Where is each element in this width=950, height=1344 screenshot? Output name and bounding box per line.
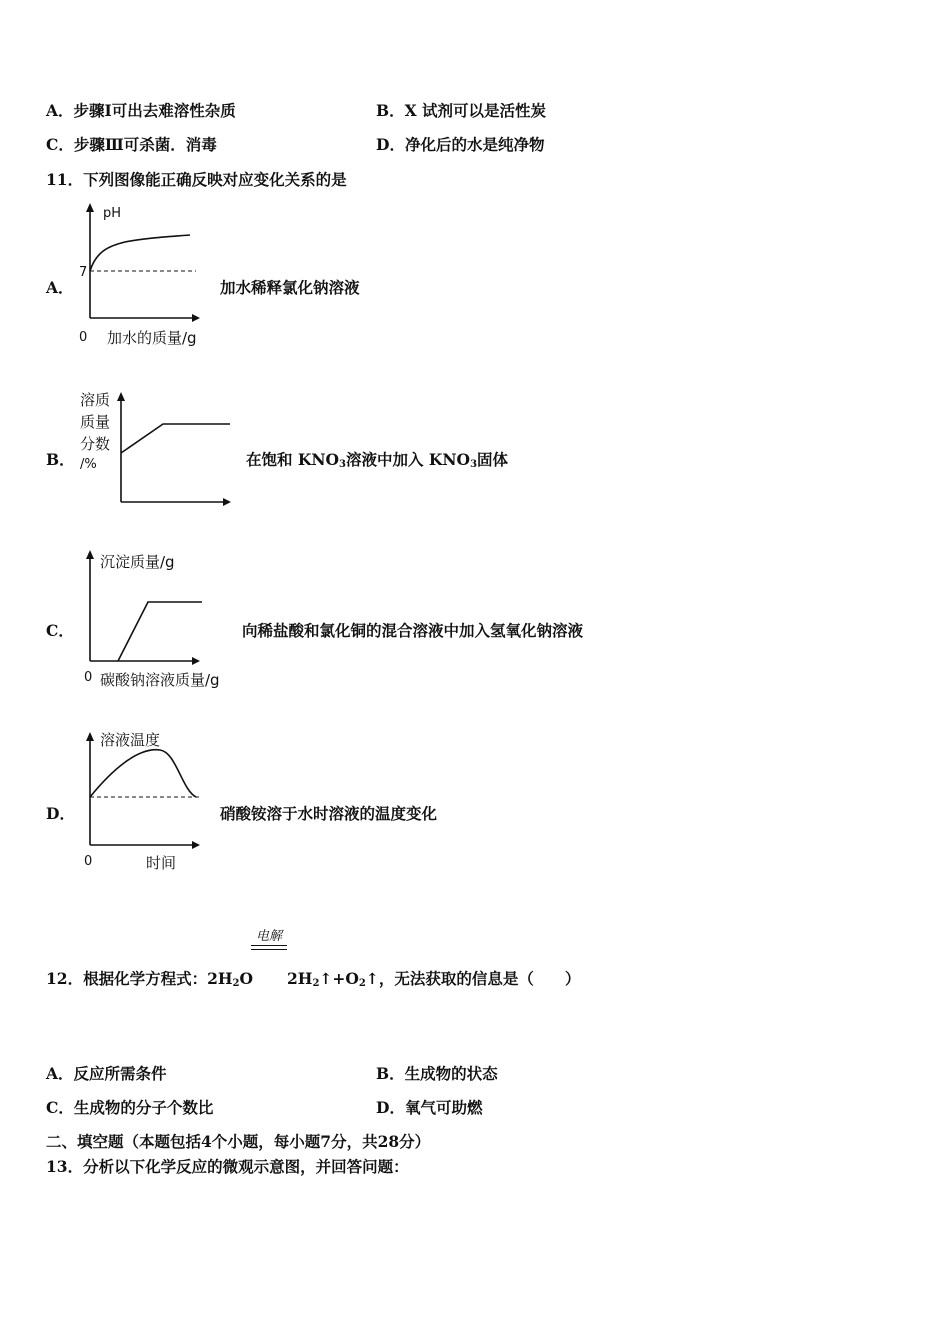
x-axis-label: 加水的质量/g (107, 329, 197, 347)
q12-sub3: 2 (358, 978, 366, 989)
q12-option-d: D．氧气可助燃 (376, 1098, 483, 1117)
reaction-condition-label: 电解 (255, 929, 282, 944)
q10-option-a: A．步骤Ⅰ可出去难溶性杂质 (46, 101, 236, 120)
tick-label: 7 (79, 265, 88, 280)
q12-stem-mid3: ↑+O (319, 969, 359, 988)
y-axis-label: 溶液温度 (100, 731, 161, 749)
origin-label: 0 (79, 330, 88, 345)
x-axis-label: 碳酸钠溶液质量/g (100, 671, 220, 689)
section-heading: 二、填空题（本题包括4个小题，每小题7分，共28分） (46, 1132, 431, 1151)
q10-option-c: C．步骤Ⅲ可杀菌．消毒 (46, 135, 217, 154)
q12-stem-mid1: O (239, 969, 253, 988)
q11-b-text-post: 固体 (477, 450, 509, 469)
q12-stem (46, 969, 580, 994)
q10-option-d: D．净化后的水是纯净物 (376, 135, 545, 154)
q13-stem: 13．分析以下化学反应的微观示意图，并回答问题： (46, 1157, 409, 1176)
q11-d-letter: D． (46, 804, 75, 823)
y-axis-label-3: 分数 (80, 435, 111, 453)
x-axis-arrow-icon (192, 841, 200, 849)
y-axis-label-2: 质量 (80, 413, 111, 431)
q11-b-sub2: 3 (470, 459, 478, 470)
q11-a-letter: A． (46, 278, 74, 297)
q10-option-b: B．X 试剂可以是活性炭 (376, 101, 547, 120)
y-axis-label: pH (103, 206, 122, 221)
q11-b-sub1: 3 (339, 459, 347, 470)
y-axis-label: 沉淀质量/g (100, 553, 175, 571)
y-axis-arrow-icon (86, 732, 94, 741)
q12-option-b: B．生成物的状态 (376, 1064, 498, 1083)
q11-c-text: 向稀盐酸和氯化铜的混合溶液中加入氢氧化钠溶液 (242, 621, 584, 640)
y-axis-label-1: 溶质 (80, 391, 111, 409)
reaction-equals-sign (251, 945, 287, 950)
y-axis-label-4: /% (80, 457, 97, 472)
q12-option-a: A．反应所需条件 (46, 1064, 167, 1083)
q12-sub2: 2 (312, 978, 320, 989)
q11-b-letter: B． (46, 450, 75, 469)
q12-option-c: C．生成物的分子个数比 (46, 1098, 214, 1117)
reaction-condition (251, 925, 287, 950)
curve (90, 750, 196, 797)
q11-a-text: 加水稀释氯化钠溶液 (220, 278, 360, 297)
origin-label: 0 (84, 854, 93, 869)
q11-c-letter: C． (46, 621, 74, 640)
q12-stem-pre: 12．根据化学方程式：2H (46, 969, 233, 988)
q11-b-text-pre: 在饱和 KNO (246, 450, 340, 469)
q12-sub1: 2 (232, 978, 240, 989)
q12-stem-post: ↑，无法获取的信息是（ ） (365, 969, 581, 988)
x-axis-label: 时间 (146, 854, 177, 872)
origin-label: 0 (84, 670, 93, 685)
q11-b-text-mid: 溶液中加入 KNO (346, 450, 471, 469)
q11-d-text: 硝酸铵溶于水时溶液的温度变化 (220, 804, 438, 823)
q12-stem-mid2: 2H (287, 969, 313, 988)
q11-stem: 11．下列图像能正确反映对应变化关系的是 (46, 170, 347, 189)
